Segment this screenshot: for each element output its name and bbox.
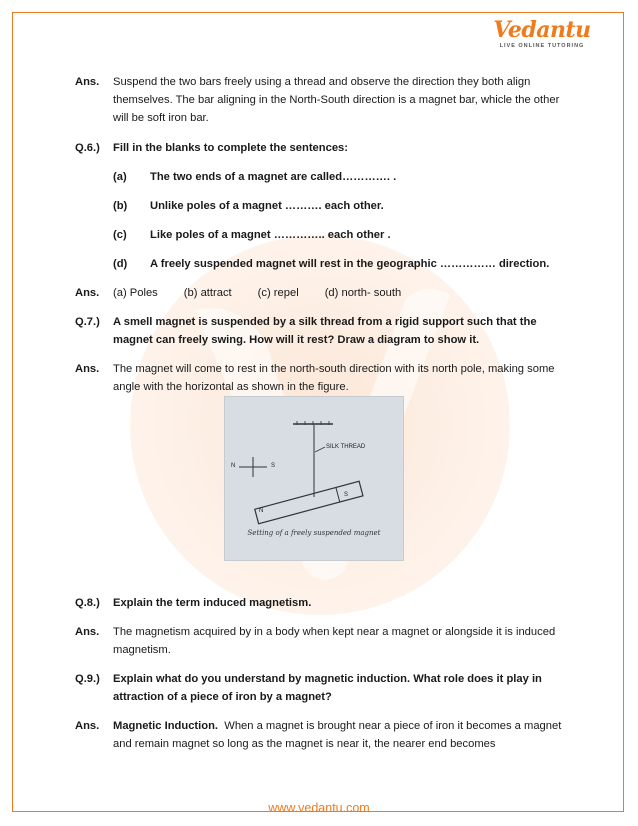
answer-heading: Magnetic Induction. — [113, 720, 219, 732]
question-text: Explain the term induced magnetism. — [113, 597, 312, 609]
question-text: Explain what do you understand by magnetic induction. What role does it play in attraction of a piece of iron by a magnet? — [113, 673, 542, 703]
item-key: (a) — [113, 171, 127, 183]
answer-label: Ans. — [75, 363, 100, 375]
option-b: (b) attract — [183, 287, 232, 299]
question-label: Q.6.) — [75, 142, 100, 154]
thread-label: SILK THREAD — [326, 444, 366, 450]
answer-label: Ans. — [75, 720, 100, 732]
figure-caption: Setting of a freely suspended magnet — [247, 529, 381, 537]
blank-item-b — [113, 197, 565, 215]
item-text: Unlike poles of a magnet ………. each other. — [150, 200, 384, 212]
blank-item-a — [113, 168, 565, 186]
answer-label: Ans. — [75, 626, 100, 638]
thread-pointer — [315, 447, 325, 452]
answer-7 — [75, 360, 565, 396]
answer-9 — [75, 717, 565, 753]
option-d: (d) north- south — [324, 287, 402, 299]
item-text: Like poles of a magnet ………….. each other . — [150, 229, 391, 241]
question-label: Q.9.) — [75, 673, 100, 685]
south-label: S — [271, 463, 276, 469]
footer-url[interactable]: www.vedantu.com — [268, 801, 370, 815]
question-text: Fill in the blanks to complete the sentences: — [113, 142, 348, 154]
vedantu-logo[interactable] — [482, 18, 602, 54]
suspended-magnet-figure — [224, 396, 404, 561]
magnet-south-label: S — [344, 492, 349, 498]
blank-item-d — [113, 255, 565, 273]
question-7 — [75, 313, 565, 349]
item-key: (c) — [113, 229, 127, 241]
answer-options — [113, 284, 565, 302]
item-text: A freely suspended magnet will rest in the geographic …………… direction. — [150, 258, 550, 270]
question-9 — [75, 670, 565, 706]
logo-wordmark: Vedantu — [493, 17, 591, 43]
option-a: (a) Poles — [113, 287, 158, 299]
answer-body: When a magnet is brought near a piece of iron it becomes a magnet and remain magnet so long as the magnet is near it, the nearer end becomes — [113, 720, 562, 750]
bar-magnet — [255, 481, 363, 523]
question-label: Q.8.) — [75, 597, 100, 609]
answer-text: The magnetism acquired by in a body when kept near a magnet or alongside it is induced magnetism. — [113, 626, 556, 656]
question-label: Q.7.) — [75, 316, 100, 328]
answer-label: Ans. — [75, 76, 100, 88]
logo-tagline: LIVE ONLINE TUTORING — [499, 43, 585, 49]
option-c: (c) repel — [257, 287, 299, 299]
magnet-north-label: N — [259, 508, 264, 514]
item-key: (d) — [113, 258, 128, 270]
answer-8 — [75, 623, 565, 659]
blank-item-c — [113, 226, 565, 244]
answer-6 — [75, 284, 565, 302]
north-label: N — [231, 463, 236, 469]
question-text: A smell magnet is suspended by a silk thread from a rigid support such that the magnet can freely swing. How will it rest? Draw a diagram to show it. — [113, 316, 537, 346]
answer-5 — [75, 73, 565, 127]
answer-text: Suspend the two bars freely using a thread and observe the direction they both align themselves. The bar aligning in the North-South direction is a magnet bar, whicle the other will be soft iron bar. — [113, 76, 560, 124]
answer-label: Ans. — [75, 287, 100, 299]
question-6 — [75, 139, 565, 157]
question-8 — [75, 594, 565, 612]
answer-text — [113, 717, 565, 753]
item-key: (b) — [113, 200, 128, 212]
item-text: The two ends of a magnet are called…………. . — [150, 171, 397, 183]
answer-text: The magnet will come to rest in the north-south direction with its north pole, making some angle with the horizontal as shown in the figure. — [113, 363, 555, 393]
